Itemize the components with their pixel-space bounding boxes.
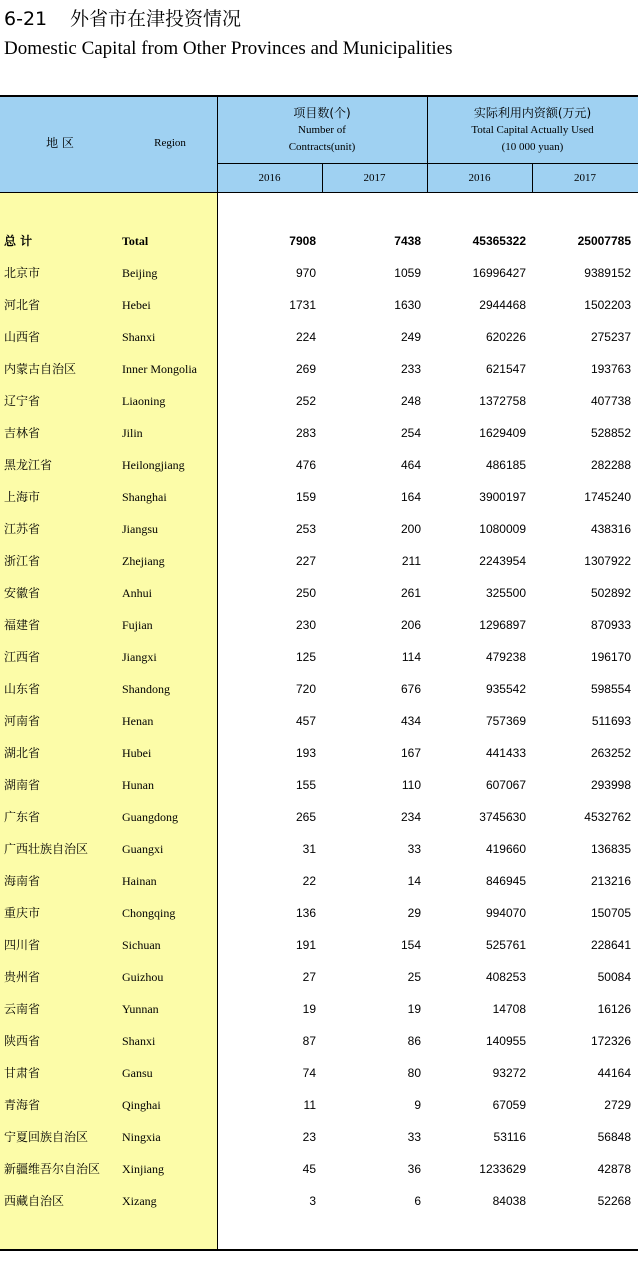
table-row (0, 545, 638, 577)
contracts-2016: 476 (295, 458, 316, 472)
table-row (0, 641, 638, 673)
contracts-2017: 80 (407, 1066, 421, 1080)
table-row (0, 1089, 638, 1121)
table-row (0, 737, 638, 769)
region-name-en: Gansu (122, 1066, 153, 1080)
contracts-2017: 25 (407, 970, 421, 984)
contracts-2016: 125 (295, 650, 316, 664)
region-name-en: Guangdong (122, 810, 178, 824)
capital-2017: 136835 (590, 842, 631, 856)
capital-2016: 1080009 (479, 522, 526, 536)
region-name-en: Jiangsu (122, 522, 158, 536)
capital-2016: 3900197 (479, 490, 526, 504)
table-row (0, 417, 638, 449)
capital-2016: 140955 (485, 1034, 526, 1048)
capital-2017: 598554 (590, 682, 631, 696)
capital-2017: 2729 (604, 1098, 631, 1112)
contracts-2016: 74 (302, 1066, 316, 1080)
region-name-zh: 辽宁省 (4, 394, 41, 408)
region-name-en: Sichuan (122, 938, 161, 952)
capital-2017: 52268 (597, 1194, 631, 1208)
capital-2016: 621547 (485, 362, 526, 376)
region-name-en: Yunnan (122, 1002, 159, 1016)
contracts-2016: 1731 (289, 298, 316, 312)
region-name-zh: 青海省 (4, 1098, 41, 1112)
table-row (0, 961, 638, 993)
capital-2016: 325500 (485, 586, 526, 600)
capital-2017: 870933 (590, 618, 631, 632)
contracts-2017: 9 (414, 1098, 421, 1112)
table-row (0, 353, 638, 385)
contracts-2016: 87 (302, 1034, 316, 1048)
contracts-2016: 191 (295, 938, 316, 952)
contracts-2017: 254 (400, 426, 421, 440)
capital-2016: 53116 (493, 1130, 526, 1144)
region-name-en: Fujian (122, 618, 153, 632)
region-name-en: Shanxi (122, 330, 156, 344)
table-row (0, 769, 638, 801)
contracts-2017: 154 (400, 938, 421, 952)
capital-2016: 479238 (485, 650, 526, 664)
table-title-chinese: 外省市在津投资情况 (70, 8, 242, 30)
region-name-en: Hebei (122, 298, 151, 312)
table-row (0, 929, 638, 961)
table-row (0, 449, 638, 481)
contracts-2016: 136 (295, 906, 316, 920)
region-name-en: Zhejiang (122, 554, 165, 568)
header-year-capital-2017: 2017 (574, 172, 596, 184)
contracts-2017: 1630 (394, 298, 421, 312)
contracts-2017: 248 (400, 394, 421, 408)
header-capital (427, 105, 638, 156)
region-name-zh: 广西壮族自治区 (4, 842, 89, 856)
contracts-2016: 7908 (289, 234, 316, 248)
contracts-2017: 110 (401, 778, 421, 792)
capital-2017: 282288 (590, 458, 631, 472)
capital-2016: 1629409 (479, 426, 526, 440)
capital-2017: 193763 (590, 362, 631, 376)
capital-2016: 486185 (485, 458, 526, 472)
region-name-zh: 河南省 (4, 714, 41, 728)
region-name-zh: 福建省 (4, 618, 41, 632)
region-name-zh: 北京市 (4, 266, 41, 280)
capital-2017: 42878 (597, 1162, 631, 1176)
region-name-en: Shandong (122, 682, 170, 696)
table-row (0, 321, 638, 353)
contracts-2016: 155 (295, 778, 316, 792)
header-capital-en1: Total Capital Actually Used (471, 124, 594, 136)
contracts-2016: 457 (295, 714, 316, 728)
header-capital-en2: (10 000 yuan) (501, 141, 564, 153)
table-row (0, 705, 638, 737)
contracts-2017: 33 (407, 842, 421, 856)
capital-2016: 620226 (485, 330, 526, 344)
capital-2017: 228641 (590, 938, 631, 952)
capital-2017: 56848 (597, 1130, 631, 1144)
region-name-en: Total (122, 234, 149, 248)
contracts-2017: 464 (400, 458, 421, 472)
capital-2016: 2243954 (479, 554, 526, 568)
table-row (0, 609, 638, 641)
table-row (0, 289, 638, 321)
region-name-zh: 浙江省 (4, 554, 41, 568)
header-contracts-en1: Number of (298, 124, 346, 136)
contracts-2016: 19 (302, 1002, 316, 1016)
region-name-en: Anhui (122, 586, 152, 600)
capital-2017: 4532762 (584, 810, 631, 824)
data-table (0, 95, 638, 1251)
header-year-contracts-2017: 2017 (363, 172, 386, 184)
table-row (0, 1057, 638, 1089)
table-row (0, 993, 638, 1025)
contracts-2016: 253 (295, 522, 316, 536)
contracts-2017: 434 (400, 714, 421, 728)
region-name-zh: 吉林省 (4, 426, 41, 440)
contracts-2017: 86 (407, 1034, 421, 1048)
capital-2016: 408253 (485, 970, 526, 984)
region-name-zh: 安徽省 (4, 586, 41, 600)
region-name-zh: 山东省 (4, 682, 41, 696)
header-year-capital-2016: 2016 (468, 172, 491, 184)
region-name-zh: 重庆市 (4, 906, 41, 920)
capital-2017: 196170 (590, 650, 631, 664)
contracts-2016: 252 (295, 394, 316, 408)
capital-2017: 263252 (590, 746, 631, 760)
table-row (0, 385, 638, 417)
region-name-zh: 贵州省 (4, 970, 41, 984)
capital-2017: 213216 (590, 874, 631, 888)
region-name-en: Beijing (122, 266, 158, 280)
table-row (0, 577, 638, 609)
table-row (0, 257, 638, 289)
capital-2017: 293998 (590, 778, 631, 792)
region-name-zh: 云南省 (4, 1002, 41, 1016)
contracts-2016: 3 (309, 1194, 316, 1208)
contracts-2016: 159 (295, 490, 316, 504)
region-name-zh: 湖南省 (4, 778, 41, 792)
region-name-en: Henan (122, 714, 154, 728)
contracts-2017: 249 (400, 330, 421, 344)
table-row (0, 481, 638, 513)
region-name-zh: 海南省 (4, 874, 41, 888)
contracts-2017: 200 (400, 522, 421, 536)
capital-2017: 1745240 (584, 490, 631, 504)
header-region-zh: 地 区 (46, 136, 74, 150)
capital-2016: 757369 (485, 714, 526, 728)
region-name-zh: 内蒙古自治区 (4, 362, 77, 376)
contracts-2017: 167 (400, 746, 421, 760)
contracts-2016: 27 (302, 970, 316, 984)
capital-2017: 275237 (590, 330, 631, 344)
contracts-2016: 224 (295, 330, 316, 344)
contracts-2017: 1059 (394, 266, 421, 280)
region-name-en: Hunan (122, 778, 154, 792)
capital-2016: 84038 (492, 1194, 526, 1208)
table-row-total (0, 225, 638, 257)
contracts-2016: 11 (303, 1098, 316, 1112)
header-region-en: Region (154, 137, 186, 149)
region-name-zh: 宁夏回族自治区 (4, 1130, 89, 1144)
table-row (0, 1185, 638, 1217)
capital-2017: 1307922 (584, 554, 631, 568)
region-name-zh: 陕西省 (4, 1034, 41, 1048)
contracts-2017: 6 (414, 1194, 421, 1208)
capital-2017: 9389152 (584, 266, 631, 280)
capital-2016: 93272 (492, 1066, 526, 1080)
region-name-en: Jilin (122, 426, 143, 440)
region-name-en: Guizhou (122, 970, 164, 984)
capital-2016: 16996427 (472, 266, 526, 280)
capital-2016: 607067 (485, 778, 526, 792)
table-row (0, 1153, 638, 1185)
table-row (0, 513, 638, 545)
region-name-en: Ningxia (122, 1130, 161, 1144)
table-subtitle: Domestic Capital from Other Provinces and Municipalities (4, 38, 453, 59)
contracts-2016: 250 (295, 586, 316, 600)
contracts-2016: 23 (302, 1130, 316, 1144)
contracts-2016: 265 (295, 810, 316, 824)
capital-2017: 502892 (590, 586, 631, 600)
contracts-2016: 283 (295, 426, 316, 440)
capital-2017: 16126 (597, 1002, 631, 1016)
region-name-en: Heilongjiang (122, 458, 185, 472)
contracts-2017: 114 (401, 650, 421, 664)
region-name-zh: 江苏省 (4, 522, 41, 536)
contracts-2017: 234 (400, 810, 421, 824)
contracts-2017: 676 (400, 682, 421, 696)
capital-2017: 528852 (590, 426, 631, 440)
region-name-zh: 四川省 (4, 938, 41, 952)
contracts-2017: 19 (407, 1002, 421, 1016)
header-year-contracts-2016: 2016 (258, 172, 281, 184)
table-row (0, 865, 638, 897)
contracts-2016: 227 (295, 554, 316, 568)
capital-2017: 25007785 (577, 234, 631, 248)
capital-2017: 150705 (590, 906, 631, 920)
region-name-zh: 总 计 (4, 234, 33, 248)
region-name-zh: 山西省 (4, 330, 41, 344)
contracts-2017: 211 (401, 554, 421, 568)
capital-2017: 511693 (591, 714, 631, 728)
region-name-zh: 上海市 (4, 490, 41, 504)
contracts-2017: 7438 (394, 234, 421, 248)
contracts-2017: 233 (400, 362, 421, 376)
capital-2017: 1502203 (584, 298, 631, 312)
capital-2016: 846945 (485, 874, 526, 888)
capital-2016: 67059 (492, 1098, 526, 1112)
capital-2016: 994070 (485, 906, 526, 920)
region-name-en: Guangxi (122, 842, 164, 856)
contracts-2016: 230 (295, 618, 316, 632)
region-name-en: Jiangxi (122, 650, 157, 664)
region-name-zh: 甘肃省 (4, 1066, 41, 1080)
capital-2016: 441433 (485, 746, 526, 760)
table-title (4, 4, 241, 31)
contracts-2016: 970 (295, 266, 316, 280)
capital-2016: 3745630 (479, 810, 526, 824)
capital-2016: 1372758 (479, 394, 526, 408)
table-row (0, 673, 638, 705)
contracts-2016: 269 (295, 362, 316, 376)
contracts-2017: 261 (400, 586, 421, 600)
capital-2016: 1296897 (479, 618, 526, 632)
header-capital-zh: 实际利用内资额(万元) (473, 106, 592, 120)
contracts-2017: 33 (407, 1130, 421, 1144)
table-row (0, 801, 638, 833)
header-contracts-zh: 项目数(个) (293, 106, 351, 120)
contracts-2017: 14 (407, 874, 421, 888)
contracts-2016: 45 (302, 1162, 316, 1176)
capital-2017: 438316 (590, 522, 631, 536)
capital-2017: 50084 (597, 970, 631, 984)
region-name-en: Inner Mongolia (122, 362, 197, 376)
region-name-zh: 新疆维吾尔自治区 (4, 1162, 101, 1176)
capital-2016: 14708 (492, 1002, 526, 1016)
region-name-zh: 广东省 (4, 810, 41, 824)
contracts-2017: 29 (407, 906, 421, 920)
region-name-en: Liaoning (122, 394, 166, 408)
region-name-zh: 江西省 (4, 650, 41, 664)
region-name-en: Shanghai (122, 490, 167, 504)
region-name-en: Hubei (122, 746, 152, 760)
region-name-en: Xizang (122, 1194, 157, 1208)
capital-2016: 1233629 (479, 1162, 526, 1176)
capital-2016: 419660 (485, 842, 526, 856)
table-number: 6-21 (4, 8, 48, 30)
region-name-zh: 西藏自治区 (4, 1194, 65, 1208)
contracts-2016: 31 (302, 842, 316, 856)
table-row (0, 833, 638, 865)
table-header (0, 97, 638, 193)
region-name-zh: 湖北省 (4, 746, 41, 760)
contracts-2017: 164 (400, 490, 421, 504)
contracts-2016: 193 (295, 746, 316, 760)
contracts-2017: 206 (400, 618, 421, 632)
capital-2016: 2944468 (479, 298, 526, 312)
table-row (0, 1121, 638, 1153)
table-row (0, 1025, 638, 1057)
region-name-en: Xinjiang (122, 1162, 164, 1176)
header-contracts-en2: Contracts(unit) (288, 141, 356, 153)
contracts-2016: 22 (302, 874, 316, 888)
contracts-2017: 36 (407, 1162, 421, 1176)
capital-2016: 525761 (485, 938, 526, 952)
region-name-en: Hainan (122, 874, 157, 888)
region-name-zh: 黑龙江省 (4, 458, 53, 472)
table-row (0, 897, 638, 929)
header-contracts (217, 105, 427, 156)
region-name-en: Chongqing (122, 906, 176, 920)
capital-2017: 407738 (590, 394, 631, 408)
region-name-en: Qinghai (122, 1098, 161, 1112)
capital-2016: 45365322 (472, 234, 526, 248)
capital-2017: 44164 (597, 1066, 631, 1080)
capital-2016: 935542 (485, 682, 526, 696)
capital-2017: 172326 (590, 1034, 631, 1048)
region-name-zh: 河北省 (4, 298, 41, 312)
region-name-en: Shanxi (122, 1034, 156, 1048)
contracts-2016: 720 (295, 682, 316, 696)
